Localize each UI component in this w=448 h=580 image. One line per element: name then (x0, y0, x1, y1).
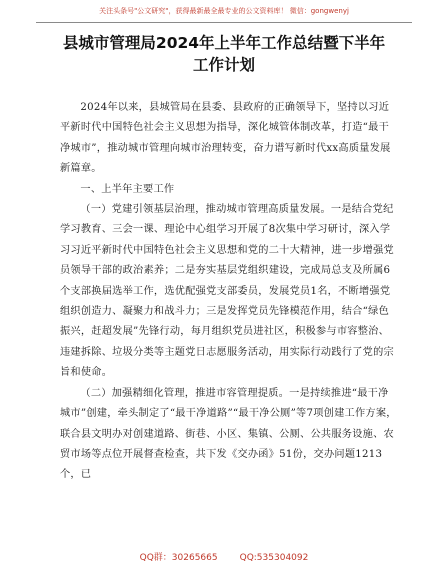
footer-qq-group: QQ群：30265665 (139, 553, 218, 563)
intro-paragraph: 2024年以来，县城管局在县委、县政府的正确领导下，坚持以习近平新时代中国特色社会主义思想为指导，深化城管体制改革，打造“最干净城市”，推动城市管理向城市治理转变，奋力谱写新时代xx高质量发展新篇章。 (60, 102, 391, 175)
document-title (36, 32, 412, 76)
header-note: 关注头条号"公文研究"，获得最新最全最专业的公文资料库！ 微信：gongwenyj (99, 7, 349, 15)
title-line-1: 县城市管理局2024年上半年工作总结暨下半年 (62, 34, 386, 52)
title-line-2: 工作计划 (192, 56, 255, 74)
footer-contact (0, 550, 448, 563)
document-body (60, 98, 398, 486)
body-paragraph: （一）党建引领基层治理，推动城市管理高质量发展。一是结合党纪学习教育、三会一课、理论中心组学习开展了8次集中学习研讨，深入学习习近平新时代中国特色社会主义思想和党的二十大精神，进一步增强党员领导干部的政治素养；二是夯实基层党组织建设，完成局总支及所属6个支部换届选举工作，选优配强党支部委员，发展党员1名，不断增强党组织创造力、凝聚力和战斗力；三是发挥党员先锋模范作用，结合“绿色振兴，赶超发展”先锋行动，每月组织党员进社区，积极参与市容整治、违建拆除、垃圾分类等主题党日志愿服务活动，用实际行动践行了党的宗旨和使命。 (60, 204, 394, 379)
body-paragraph: （二）加强精细化管理，推进市容管理提质。一是持续推进“最干净城市”创建，牵头制定了“最干净道路”“最干净公厕”等7项创建工作方案，联合县文明办对创建道路、街巷、小区、集镇、公厕、公共服务设施、农贸市场等点位开展督查检查，共下发《交办函》51份，交办问题1213个，已 (60, 387, 397, 481)
header-divider (36, 22, 412, 23)
footer-qq: QQ:535304092 (239, 553, 309, 563)
section-heading: 一、上半年主要工作 (80, 183, 175, 195)
